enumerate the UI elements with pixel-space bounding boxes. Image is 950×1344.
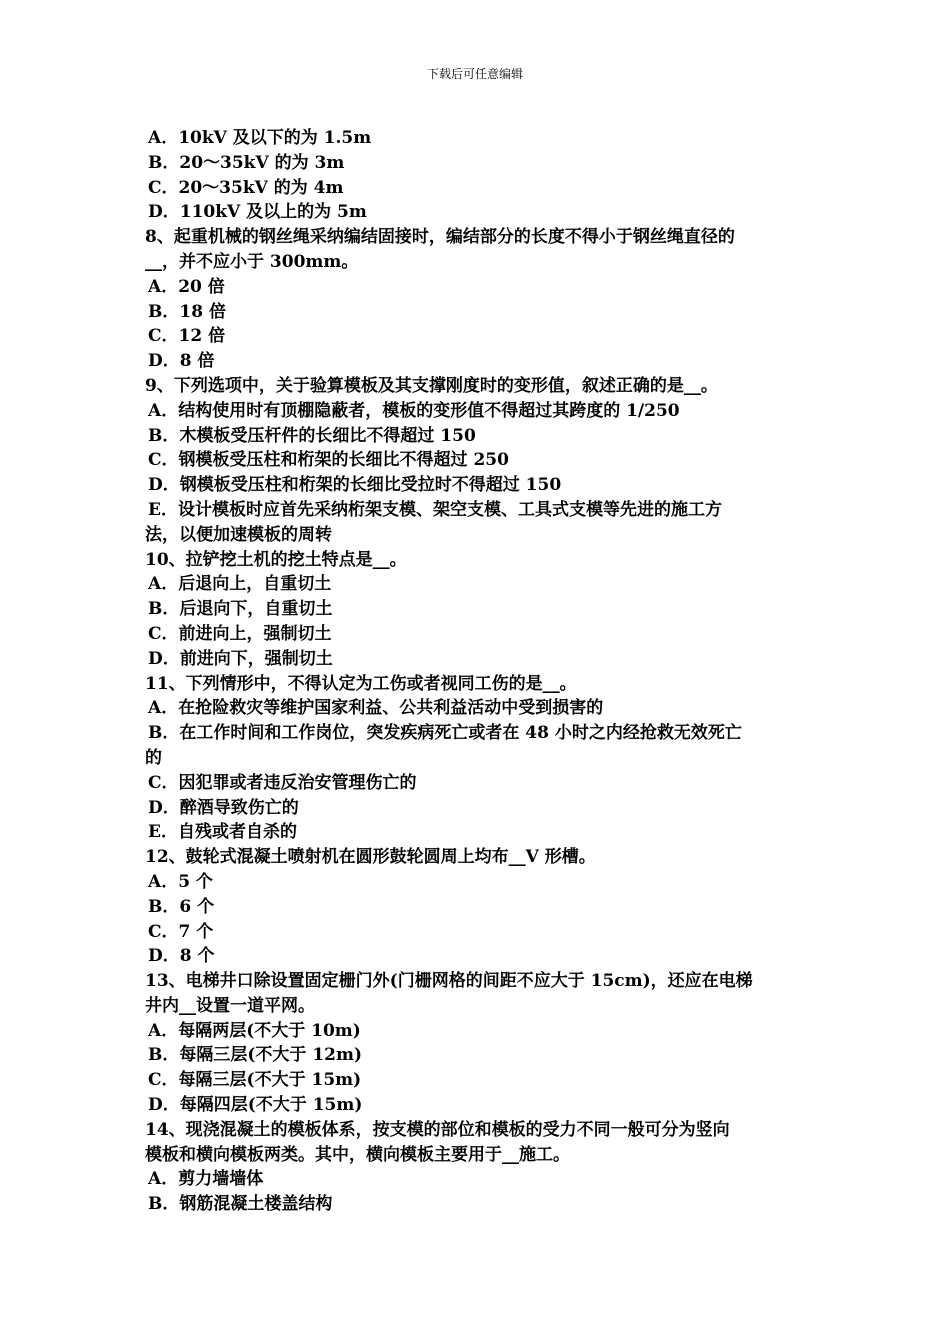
question-line: 的 bbox=[145, 747, 162, 768]
option-line: A．在抢险救灾等维护国家利益、公共利益活动中受到损害的 bbox=[148, 698, 604, 719]
option-line: C．钢模板受压柱和桁架的长细比不得超过 250 bbox=[148, 450, 509, 471]
option-line: A．剪力墙墙体 bbox=[148, 1169, 264, 1190]
option-line: B．后退向下，自重切土 bbox=[148, 599, 333, 620]
option-line: D．钢模板受压柱和桁架的长细比受拉时不得超过 150 bbox=[148, 475, 562, 496]
option-line: B．在工作时间和工作岗位，突发疾病死亡或者在 48 小时之内经抢救无效死亡 bbox=[148, 723, 742, 744]
question-line: 模板和横向模板两类。其中，横向模板主要用于__施工。 bbox=[145, 1144, 570, 1165]
option-line: D．110kV 及以上的为 5m bbox=[148, 202, 367, 223]
option-line: B．每隔三层(不大于 12m) bbox=[148, 1045, 363, 1066]
option-line: C．每隔三层(不大于 15m) bbox=[148, 1070, 362, 1091]
question-line: 12、鼓轮式混凝土喷射机在圆形鼓轮圆周上均布__V 形槽。 bbox=[145, 847, 596, 868]
page-header: 下载后可任意编辑 bbox=[426, 67, 523, 81]
option-line: B．木模板受压杆件的长细比不得超过 150 bbox=[148, 425, 476, 446]
option-line: C．12 倍 bbox=[148, 326, 226, 347]
option-line: C．20～35kV 的为 4m bbox=[148, 177, 344, 198]
option-line: D．8 个 bbox=[148, 946, 215, 967]
question-line: 法，以便加速模板的周转 bbox=[145, 524, 332, 545]
option-line: D．醉酒导致伤亡的 bbox=[148, 797, 299, 818]
option-line: A．结构使用时有顶棚隐蔽者，模板的变形值不得超过其跨度的 1/250 bbox=[148, 400, 680, 421]
option-line: C．7 个 bbox=[148, 921, 214, 942]
document-body bbox=[145, 126, 810, 1217]
option-line: E．自残或者自杀的 bbox=[148, 822, 297, 843]
option-line: B．钢筋混凝土楼盖结构 bbox=[148, 1194, 333, 1215]
option-line: C．因犯罪或者违反治安管理伤亡的 bbox=[148, 772, 417, 793]
option-line: B．20～35kV 的为 3m bbox=[148, 152, 345, 173]
question-line: __，并不应小于 300mm。 bbox=[145, 251, 359, 272]
option-line: A．5 个 bbox=[148, 871, 213, 892]
option-line: C．前进向上，强制切土 bbox=[148, 623, 332, 644]
option-line: A．后退向上，自重切土 bbox=[148, 574, 332, 595]
question-line: 井内__设置一道平网。 bbox=[145, 995, 315, 1016]
question-line: 14、现浇混凝土的模板体系，按支模的部位和模板的受力不同一般可分为竖向 bbox=[145, 1119, 730, 1140]
option-line: D．8 倍 bbox=[148, 351, 215, 372]
option-line: A．每隔两层(不大于 10m) bbox=[148, 1020, 361, 1041]
option-line: D．每隔四层(不大于 15m) bbox=[148, 1095, 363, 1116]
question-line: 11、下列情形中，不得认定为工伤或者视同工伤的是__。 bbox=[145, 673, 577, 694]
option-line: B．18 倍 bbox=[148, 301, 226, 322]
question-line: 8、起重机械的钢丝绳采纳编结固接时，编结部分的长度不得小于钢丝绳直径的 bbox=[145, 227, 735, 248]
question-line: 13、电梯井口除设置固定栅门外(门栅网格的间距不应大于 15cm)，还应在电梯 bbox=[145, 971, 753, 992]
question-line: 9、下列选项中，关于验算模板及其支撑刚度时的变形值，叙述正确的是__。 bbox=[145, 375, 718, 396]
option-line: E．设计模板时应首先采纳桁架支模、架空支模、工具式支模等先进的施工方 bbox=[148, 499, 722, 520]
question-line: 10、拉铲挖土机的挖土特点是__。 bbox=[145, 549, 407, 570]
option-line: B．6 个 bbox=[148, 896, 215, 917]
option-line: A．20 倍 bbox=[148, 276, 225, 297]
option-line: D．前进向下，强制切土 bbox=[148, 648, 333, 669]
option-line: A．10kV 及以下的为 1.5m bbox=[148, 128, 372, 148]
